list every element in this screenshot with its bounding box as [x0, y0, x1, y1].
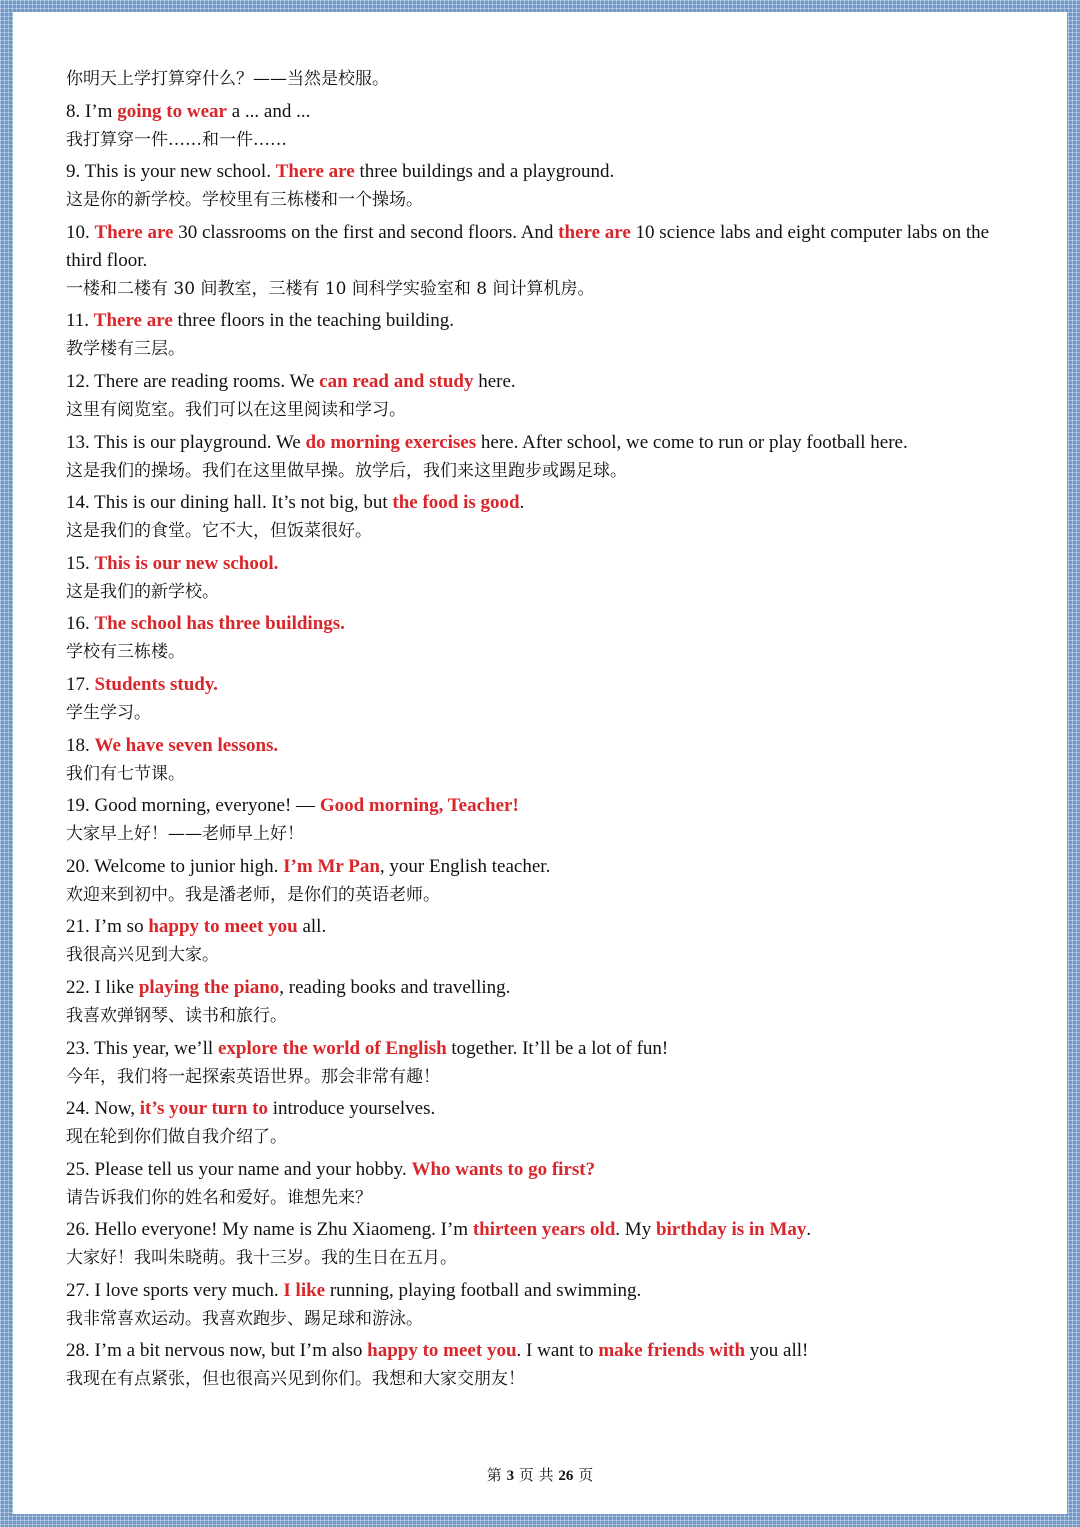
key-phrase: There are	[93, 310, 173, 332]
chinese-translation: 这是我们的新学校。	[66, 581, 219, 602]
sentence-entry	[66, 610, 1026, 666]
sentence-entry	[66, 158, 1026, 214]
sentence-text: This is our playground. We	[94, 431, 306, 453]
english-sentence	[66, 307, 1026, 335]
key-phrase: There are	[94, 221, 174, 243]
sentence-text: . I want to	[516, 1340, 599, 1362]
english-sentence	[66, 974, 1026, 1002]
intro-translation: 你明天上学打算穿什么？——当然是校服。	[66, 69, 389, 89]
sentence-entry	[66, 368, 1026, 424]
english-sentence	[66, 489, 1026, 517]
chinese-translation: 欢迎来到初中。我是潘老师，是你们的英语老师。	[66, 884, 440, 905]
page-content	[66, 65, 1026, 1398]
footer-page-number: 3	[506, 1468, 515, 1484]
key-phrase: the food is good	[392, 492, 520, 514]
english-sentence	[66, 368, 1026, 396]
sentence-number: 9.	[66, 161, 81, 183]
sentence-text: here. After school, we come to run or play football here.	[476, 431, 908, 453]
page-footer	[13, 1464, 1067, 1485]
sentence-number: 11.	[66, 310, 90, 332]
chinese-translation: 我非常喜欢运动。我喜欢跑步、踢足球和游泳。	[66, 1308, 423, 1329]
english-sentence	[66, 732, 1026, 760]
chinese-translation: 今年，我们将一起探索英语世界。那会非常有趣！	[66, 1066, 440, 1087]
sentence-number: 24.	[66, 1098, 90, 1120]
sentence-text: Please tell us your name and your hobby.	[94, 1158, 412, 1180]
sentence-list	[66, 98, 1026, 1394]
sentence-number: 18.	[66, 734, 90, 756]
sentence-text: There are reading rooms. We	[94, 370, 320, 392]
english-sentence	[66, 98, 1026, 126]
sentence-text: together. It’ll be a lot of fun!	[446, 1037, 669, 1059]
english-sentence	[66, 913, 1026, 941]
key-phrase: This is our new school.	[94, 552, 279, 574]
sentence-text: 10 science labs and eight computer labs on the third floor.	[66, 221, 990, 271]
footer-total-pages: 26	[558, 1468, 574, 1484]
english-sentence	[66, 1035, 1026, 1063]
sentence-number: 19.	[66, 795, 90, 817]
sentence-text: a ... and ...	[226, 100, 311, 122]
sentence-text: Good morning, everyone! —	[94, 795, 320, 817]
sentence-number: 27.	[66, 1279, 90, 1301]
key-phrase: do morning exercises	[305, 431, 477, 453]
chinese-translation: 这是你的新学校。学校里有三栋楼和一个操场。	[66, 190, 423, 211]
key-phrase: There are	[275, 161, 355, 183]
sentence-text: three floors in the teaching building.	[172, 310, 454, 332]
footer-suffix: 页	[578, 1466, 594, 1484]
key-phrase: explore the world of English	[217, 1037, 447, 1059]
chinese-translation: 我现在有点紧张，但也很高兴见到你们。我想和大家交朋友！	[66, 1369, 525, 1390]
key-phrase: happy to meet you	[367, 1340, 517, 1362]
sentence-text: three buildings and a playground.	[354, 161, 615, 183]
chinese-translation: 现在轮到你们做自我介绍了。	[66, 1127, 287, 1148]
english-sentence	[66, 671, 1026, 699]
sentence-number: 13.	[66, 431, 90, 453]
chinese-translation: 教学楼有三层。	[66, 339, 185, 360]
sentence-text: This year, we’ll	[94, 1037, 218, 1059]
chinese-translation: 我喜欢弹钢琴、读书和旅行。	[66, 1005, 287, 1026]
sentence-text: I’m a bit nervous now, but I’m also	[94, 1340, 368, 1362]
key-phrase: can read and study	[319, 370, 474, 392]
chinese-translation: 一楼和二楼有 30 间教室，三楼有 10 间科学实验室和 8 间计算机房。	[66, 278, 595, 299]
key-phrase: make friends with	[598, 1340, 746, 1362]
sentence-text: .	[519, 492, 525, 514]
sentence-text: Now,	[94, 1098, 140, 1120]
key-phrase: Good morning, Teacher!	[319, 795, 519, 817]
english-sentence	[66, 1156, 1026, 1184]
sentence-text: This is your new school.	[84, 161, 276, 183]
english-sentence	[66, 853, 1026, 881]
chinese-translation: 这是我们的操场。我们在这里做早操。放学后，我们来这里跑步或踢足球。	[66, 460, 627, 481]
sentence-entry	[66, 792, 1026, 848]
key-phrase: it’s your turn to	[139, 1098, 268, 1120]
sentence-number: 20.	[66, 855, 90, 877]
sentence-entry	[66, 307, 1026, 363]
sentence-number: 16.	[66, 613, 90, 635]
sentence-entry	[66, 974, 1026, 1030]
sentence-number: 26.	[66, 1219, 90, 1241]
sentence-entry	[66, 550, 1026, 606]
sentence-entry	[66, 1095, 1026, 1151]
key-phrase: I’m Mr Pan	[283, 855, 380, 877]
english-sentence	[66, 1277, 1026, 1305]
sentence-entry	[66, 489, 1026, 545]
sentence-text: . My	[615, 1219, 656, 1241]
key-phrase: going to wear	[117, 100, 227, 122]
sentence-text: .	[806, 1219, 812, 1241]
sentence-entry	[66, 219, 1026, 303]
chinese-translation: 大家早上好！——老师早上好！	[66, 824, 304, 845]
key-phrase: I like	[283, 1279, 326, 1301]
sentence-entry	[66, 913, 1026, 969]
sentence-number: 21.	[66, 916, 90, 938]
sentence-entry	[66, 1337, 1026, 1393]
chinese-translation: 我们有七节课。	[66, 763, 185, 784]
english-sentence	[66, 219, 1026, 275]
key-phrase: there are	[558, 221, 631, 243]
sentence-text: introduce yourselves.	[267, 1098, 436, 1120]
sentence-number: 25.	[66, 1158, 90, 1180]
sentence-text: running, playing football and swimming.	[325, 1279, 642, 1301]
english-sentence	[66, 792, 1026, 820]
chinese-translation: 请告诉我们你的姓名和爱好。谁想先来？	[66, 1187, 372, 1208]
sentence-entry	[66, 98, 1026, 154]
english-sentence	[66, 610, 1026, 638]
key-phrase: Students study.	[94, 673, 219, 695]
sentence-text: here.	[473, 370, 516, 392]
document-page	[13, 12, 1067, 1514]
sentence-number: 12.	[66, 370, 90, 392]
sentence-number: 17.	[66, 673, 90, 695]
sentence-text: all.	[297, 916, 327, 938]
key-phrase: Who wants to go first?	[411, 1158, 596, 1180]
sentence-text: , your English teacher.	[379, 855, 551, 877]
footer-prefix: 第	[486, 1466, 502, 1484]
chinese-translation: 我很高兴见到大家。	[66, 945, 219, 966]
chinese-translation: 大家好！我叫朱晓萌。我十三岁。我的生日在五月。	[66, 1248, 457, 1269]
english-sentence	[66, 429, 1026, 457]
sentence-number: 10.	[66, 221, 90, 243]
chinese-translation: 这里有阅览室。我们可以在这里阅读和学习。	[66, 399, 406, 420]
english-sentence	[66, 550, 1026, 578]
chinese-translation: 我打算穿一件……和一件……	[66, 129, 287, 150]
sentence-entry	[66, 853, 1026, 909]
sentence-entry	[66, 671, 1026, 727]
sentence-text: Hello everyone! My name is Zhu Xiaomeng. I’m	[94, 1219, 473, 1241]
sentence-entry	[66, 1035, 1026, 1091]
english-sentence	[66, 1216, 1026, 1244]
sentence-number: 28.	[66, 1340, 90, 1362]
key-phrase: The school has three buildings.	[94, 613, 345, 635]
sentence-text: Welcome to junior high.	[94, 855, 284, 877]
sentence-text: I love sports very much.	[94, 1279, 284, 1301]
english-sentence	[66, 158, 1026, 186]
key-phrase: happy to meet you	[148, 916, 298, 938]
sentence-number: 22.	[66, 976, 90, 998]
sentence-text: , reading books and travelling.	[279, 976, 511, 998]
sentence-text: I’m	[85, 100, 118, 122]
chinese-translation: 学校有三栋楼。	[66, 642, 185, 663]
sentence-number: 14.	[66, 492, 90, 514]
sentence-entry	[66, 1277, 1026, 1333]
key-phrase: thirteen years old	[472, 1219, 616, 1241]
sentence-number: 8.	[66, 100, 81, 122]
key-phrase: We have seven lessons.	[94, 734, 279, 756]
sentence-text: I’m so	[94, 916, 149, 938]
sentence-number: 15.	[66, 552, 90, 574]
key-phrase: birthday is in May	[655, 1219, 807, 1241]
footer-middle: 页 共	[518, 1466, 554, 1484]
sentence-entry	[66, 429, 1026, 485]
sentence-number: 23.	[66, 1037, 90, 1059]
chinese-translation: 学生学习。	[66, 702, 151, 723]
sentence-text: I like	[94, 976, 139, 998]
sentence-entry	[66, 1156, 1026, 1212]
english-sentence	[66, 1095, 1026, 1123]
sentence-text: 30 classrooms on the first and second floors. And	[173, 221, 559, 243]
key-phrase: playing the piano	[138, 976, 280, 998]
sentence-text: This is our dining hall. It’s not big, but	[94, 492, 393, 514]
english-sentence	[66, 1337, 1026, 1365]
sentence-text: you all!	[745, 1340, 809, 1362]
sentence-entry	[66, 732, 1026, 788]
sentence-entry	[66, 1216, 1026, 1272]
chinese-translation: 这是我们的食堂。它不大，但饭菜很好。	[66, 521, 372, 542]
